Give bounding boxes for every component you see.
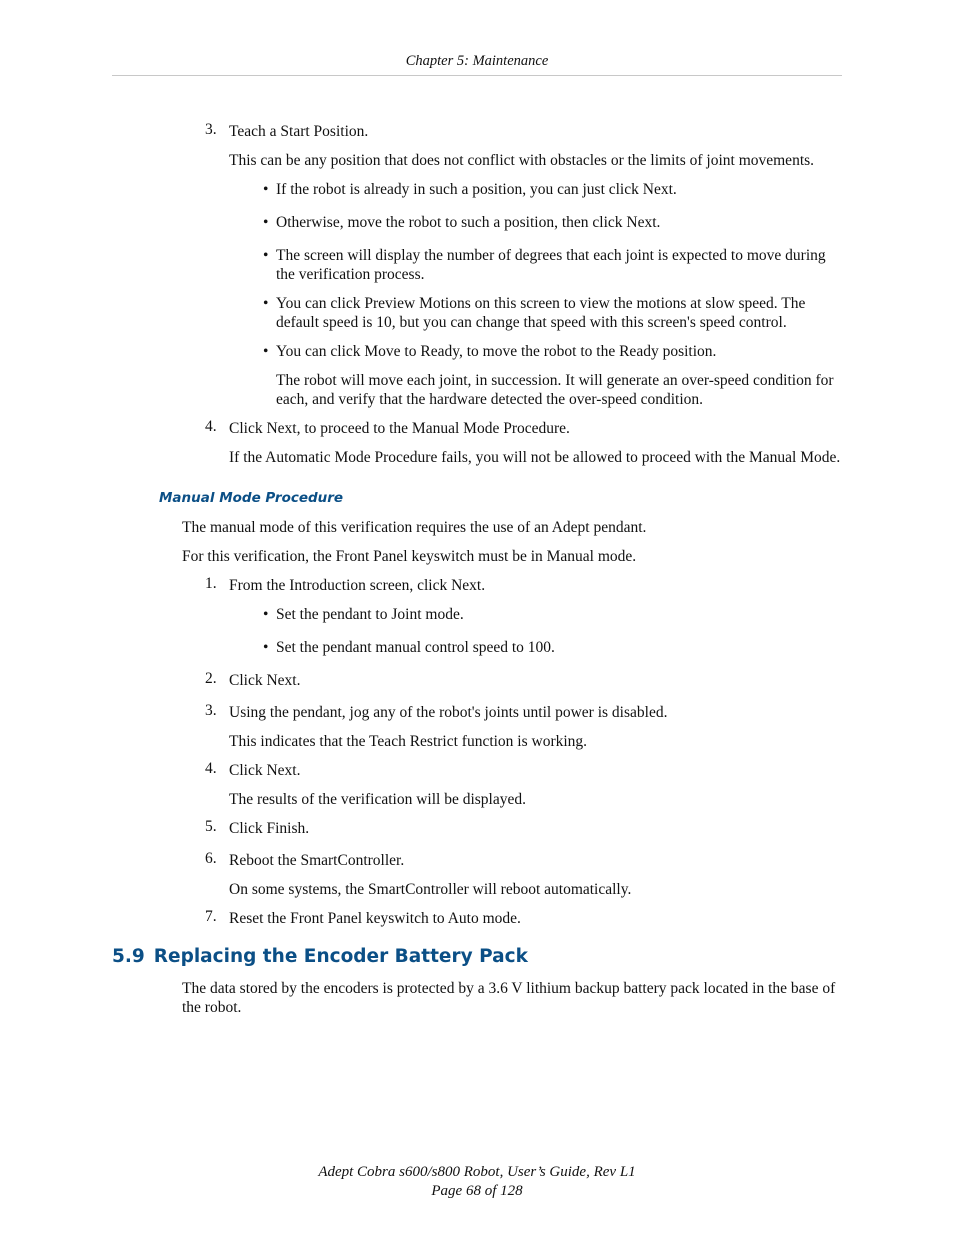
manual-step-6 <box>205 850 841 870</box>
footer-page-number: Page 68 of 128 <box>431 1183 523 1199</box>
manual-step-7 <box>205 908 841 928</box>
page-footer <box>112 1163 842 1201</box>
bullet-item: • You can click Preview Motions on this screen to view the motions at slow speed. The default speed is 10, but you can change that speed with this screen's speed control. <box>276 294 842 332</box>
step-text: Click Next, to proceed to the Manual Mode Procedure. <box>229 420 570 437</box>
step-note: The results of the verification will be displayed. <box>229 791 526 808</box>
footer-guide-title: Adept Cobra s600/s800 Robot, User’s Guide, Rev L1 <box>318 1164 636 1180</box>
step-note: If the Automatic Mode Procedure fails, you will not be allowed to proceed with the Manual Mode. <box>229 449 841 466</box>
step-text: Click Next. <box>229 672 301 689</box>
step-number: 5. <box>205 818 217 835</box>
step-text: Click Next. <box>229 762 301 779</box>
step-note: This indicates that the Teach Restrict function is working. <box>229 733 588 750</box>
bullet-item: • You can click Move to Ready, to move the robot to the Ready position. <box>276 342 842 361</box>
step-text: Click Finish. <box>229 820 310 837</box>
bullet-note: The robot will move each joint, in succession. It will generate an over-speed condition for each, and verify that the hardware detected the over-speed condition. <box>276 372 834 408</box>
manual-step-1 <box>205 575 841 595</box>
step-text: Reboot the SmartController. <box>229 852 405 869</box>
step-number: 3. <box>205 702 217 719</box>
step-number: 3. <box>205 121 217 138</box>
bullet-item: • Otherwise, move the robot to such a position, then click Next. <box>276 213 842 232</box>
section-body: The data stored by the encoders is protected by a 3.6 V lithium backup battery pack located in the base of the robot. <box>182 980 836 1016</box>
page-header: Chapter 5: Maintenance <box>405 53 549 69</box>
step-number: 4. <box>205 418 217 435</box>
step-text: From the Introduction screen, click Next. <box>229 577 486 594</box>
bullet-item: • Set the pendant manual control speed to 100. <box>276 638 842 657</box>
manual-mode-heading: Manual Mode Procedure <box>159 490 344 506</box>
auto-step-4 <box>205 418 841 438</box>
step-text: Reset the Front Panel keyswitch to Auto mode. <box>229 910 521 927</box>
step-note: On some systems, the SmartController will reboot automatically. <box>229 881 632 898</box>
step-number: 1. <box>205 575 217 592</box>
section-number: 5.9 <box>112 946 145 967</box>
step-note: This can be any position that does not conflict with obstacles or the limits of joint movements. <box>229 152 815 169</box>
bullet-item: • Set the pendant to Joint mode. <box>276 605 842 624</box>
auto-step-3 <box>205 121 841 141</box>
section-title: Replacing the Encoder Battery Pack <box>153 946 528 967</box>
manual-intro-2: For this verification, the Front Panel keyswitch must be in Manual mode. <box>182 548 637 565</box>
step-number: 2. <box>205 670 217 687</box>
auto-step-3-bullets <box>0 180 954 361</box>
page-content <box>0 122 954 1027</box>
section-heading <box>112 946 954 968</box>
manual-step-1-bullets <box>0 605 954 657</box>
manual-step-5 <box>205 818 841 838</box>
bullet-item: • If the robot is already in such a position, you can just click Next. <box>276 180 842 199</box>
step-number: 4. <box>205 760 217 777</box>
step-number: 6. <box>205 850 217 867</box>
manual-step-4 <box>205 760 841 780</box>
step-text: Using the pendant, jog any of the robot's joints until power is disabled. <box>229 704 668 721</box>
header-divider <box>112 75 842 76</box>
bullet-item: • The screen will display the number of degrees that each joint is expected to move during the verification process. <box>276 246 842 284</box>
manual-intro-1: The manual mode of this verification requires the use of an Adept pendant. <box>182 519 647 536</box>
manual-step-2 <box>205 670 841 690</box>
step-text: Teach a Start Position. <box>229 123 369 140</box>
step-number: 7. <box>205 908 217 925</box>
manual-step-3 <box>205 702 841 722</box>
